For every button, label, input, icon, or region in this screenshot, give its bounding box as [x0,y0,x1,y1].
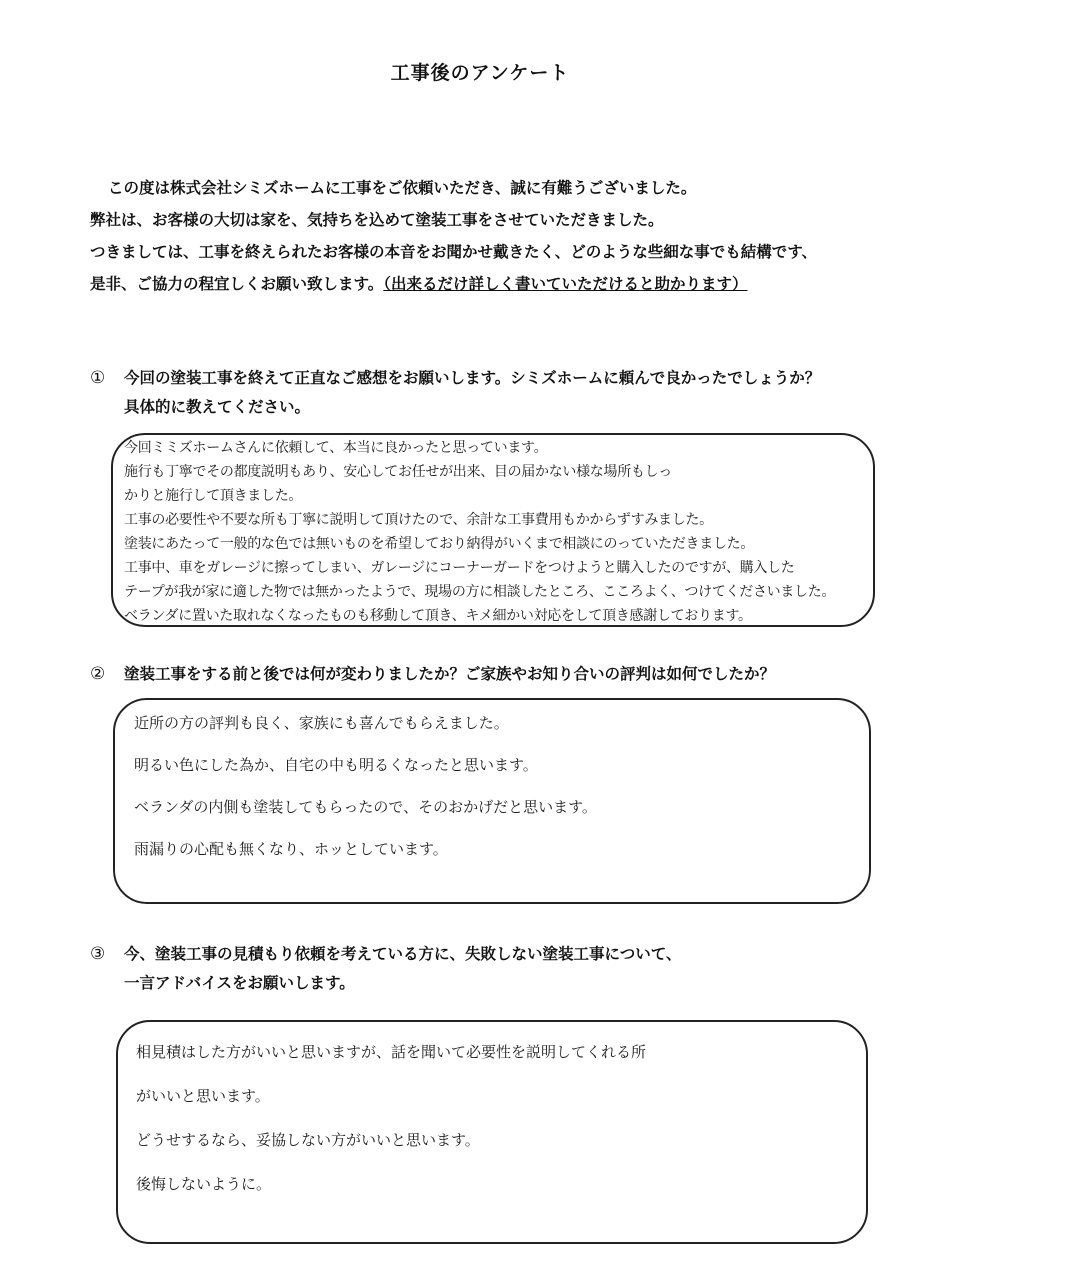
intro-note: （出来るだけ詳しく書いていただけると助かります） [383,275,748,293]
answer-line: 今回ミミズホームさんに依頼して、本当に良かったと思っています。 [124,440,548,456]
answer-line: テープが我が家に適した物では無かったようで、現場の方に相談したところ、こころよく、つけてくださいました。 [124,584,836,600]
answer-line: 後悔しないように。 [136,1175,272,1193]
answer-line: 明るい色にした為か、自宅の中も明るくなったと思います。 [134,756,538,774]
question-number: ① [90,368,106,388]
question-2 [90,660,1020,689]
intro-line-4-main: 是非、ご協力の程宜しくお願い致します。 [90,275,384,293]
question-text: 塗装工事をする前と後では何が変わりましたか？ご家族やお知り合いの評判は如何でしたか？ [124,665,776,683]
answer-line: ベランダに置いた取れなくなったものも移動して頂き、キメ細かい対応をして頂き感謝しております。 [124,608,752,624]
answer-1 [124,436,835,628]
answer-line: 近所の方の評判も良く、家族にも喜んでもらえました。 [134,714,509,732]
intro-line-4 [90,268,990,300]
answer-line: 雨漏りの心配も無くなり、ホッとしています。 [134,840,448,858]
intro-text [90,172,990,300]
question-number: ③ [90,944,106,964]
intro-line-2: 弊社は、お客様の大切は家を、気持ちを込めて塗装工事をさせていただきました。 [90,211,664,229]
answer-line: かりと施行して頂きました。 [124,488,303,504]
answer-2 [134,702,597,870]
question-text-continued: 具体的に教えてください。 [124,398,311,416]
answer-line: 施行も丁寧でその都度説明もあり、安心してお任せが出来、目の届かない様な場所もしっ [124,464,672,480]
answer-line: がいいと思います。 [136,1087,270,1105]
answer-line: 相見積はした方がいいと思いますが、話を聞いて必要性を説明してくれる所 [136,1043,647,1061]
question-text-continued: 一言アドバイスをお願いします。 [124,974,355,992]
answer-line: 工事中、車をガレージに擦ってしまい、ガレージにコーナーガードをつけようと購入したのですが、購入した [124,560,795,576]
answer-line: 塗装にあたって一般的な色では無いものを希望しており納得がいくまで相談にのっていただきました。 [124,536,755,552]
answer-line: ベランダの内側も塗装してもらったので、そのおかげだと思います。 [134,798,597,816]
question-3 [90,940,1020,998]
answer-line: どうせするなら、妥協しない方がいいと思います。 [136,1131,480,1149]
page-title: 工事後のアンケート [390,62,570,84]
question-number: ② [90,664,106,684]
question-text: 今回の塗装工事を終えて正直なご感想をお願いします。シミズホームに頼んで良かったでしょうか？ [124,369,821,387]
answer-3 [136,1030,646,1206]
answer-line: 工事の必要性や不要な所も丁寧に説明して頂けたので、余計な工事費用もかからずすみました。 [124,512,713,528]
intro-line-1: この度は株式会社シミズホームに工事をご依頼いただき、誠に有難うございました。 [108,179,697,197]
question-text: 今、塗装工事の見積もり依頼を考えている方に、失敗しない塗装工事について、 [124,945,682,963]
question-1 [90,364,1020,422]
intro-line-3: つきましては、工事を終えられたお客様の本音をお聞かせ戴きたく、どのような些細な事でも結構です、 [90,243,817,261]
